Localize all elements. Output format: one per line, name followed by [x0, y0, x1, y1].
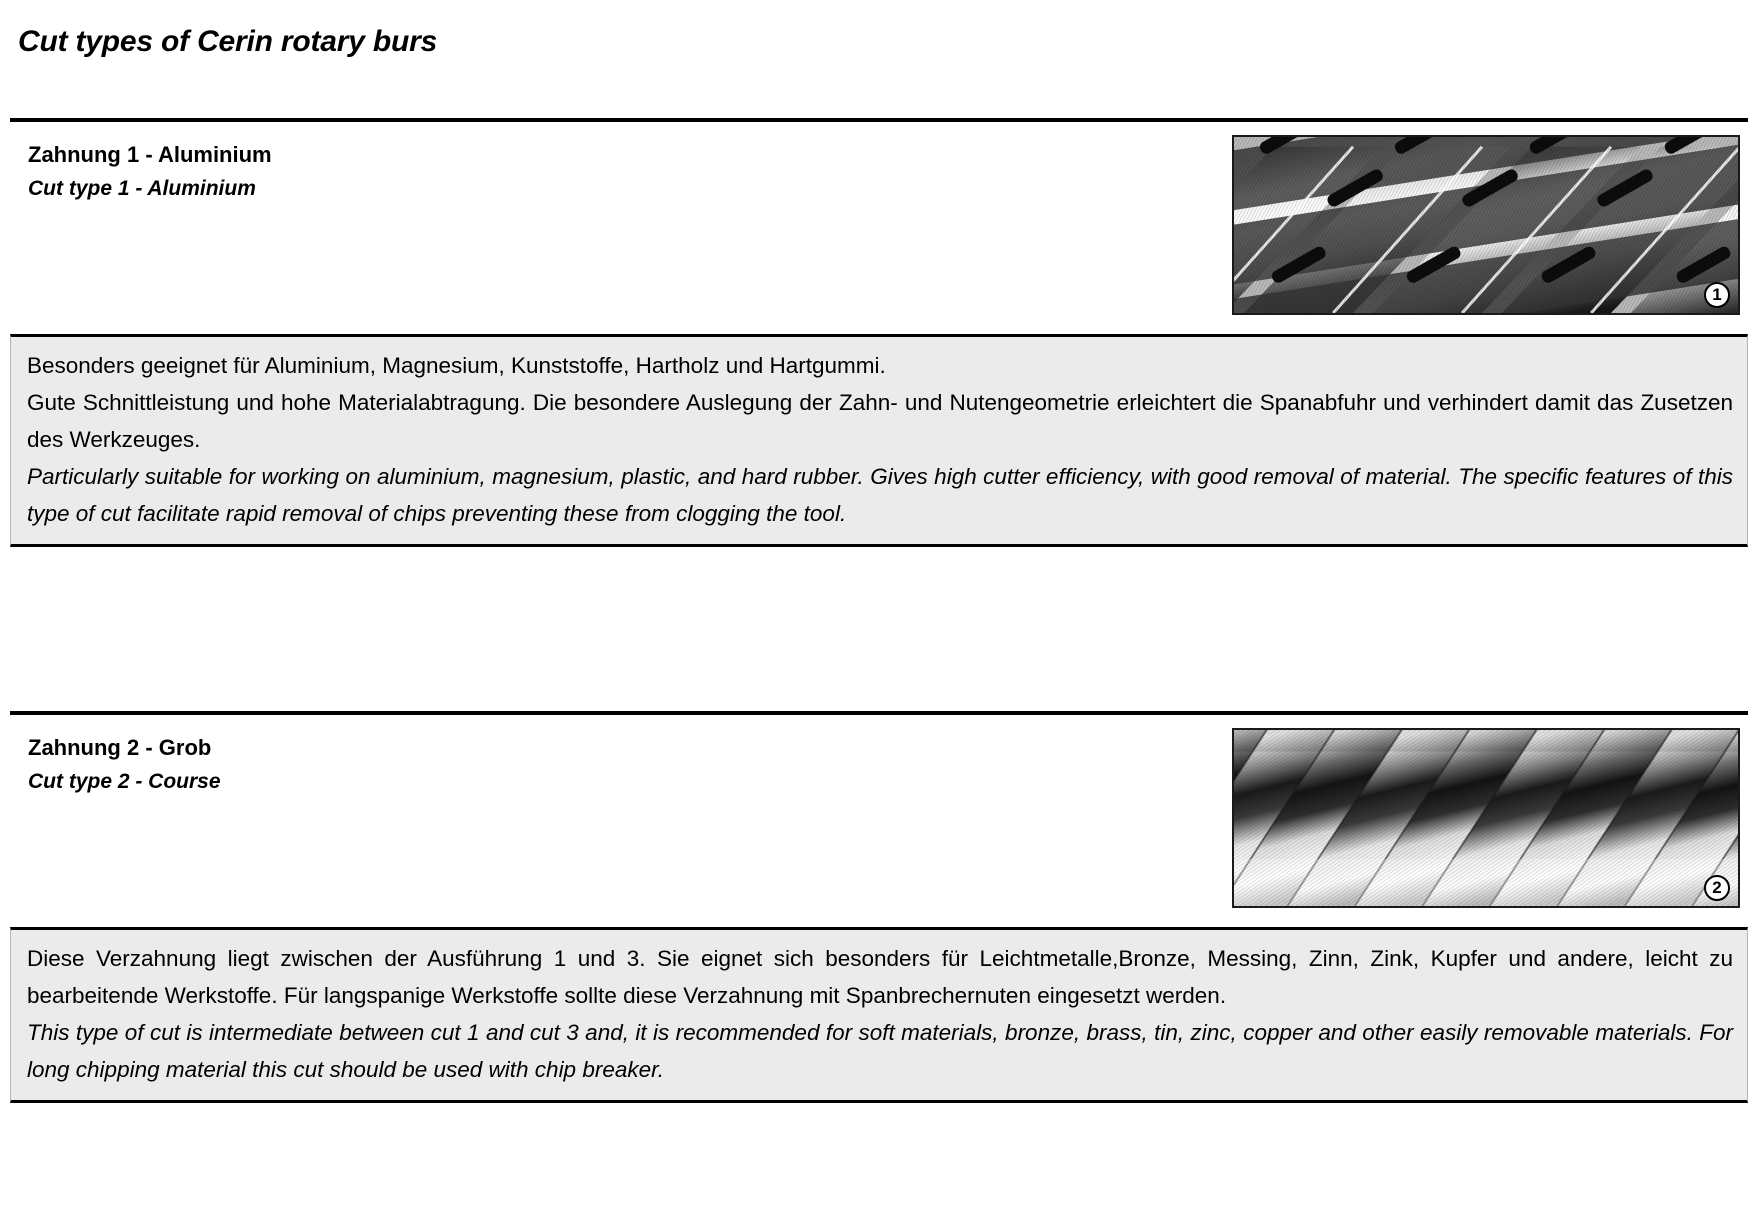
section-2-desc-de-1: Diese Verzahnung liegt zwischen der Ausführung 1 und 3. Sie eignet sich besonders für Leichtmetalle,Bronze, Messing, Zinn, Zink, Kupfer und andere, leicht zu bearbeitende Werkstoffe. Für langspanige Werkstoffe sollte diese Verzahnung mit Spanbrechernuten eingesetzt werden.	[27, 946, 1733, 1008]
bur-macro-image-1	[1234, 137, 1738, 313]
section-2-desc-en-1: This type of cut is intermediate between cut 1 and cut 3 and, it is recommended for soft materials, bronze, brass, tin, zinc, copper and other easily removable materials. For long chipping material this cut should be used with chip breaker.	[27, 1020, 1733, 1082]
cut-type-1-photo	[1232, 135, 1740, 315]
section-2-header	[10, 715, 1748, 927]
section-1-header	[10, 122, 1748, 334]
cut-type-2-photo	[1232, 728, 1740, 908]
page-title: Cut types of Cerin rotary burs	[18, 25, 438, 59]
section-2-heading-group	[28, 731, 221, 799]
section-2-heading-de: Zahnung 2 - Grob	[28, 735, 212, 760]
section-2-heading-en: Cut type 2 - Course	[28, 770, 221, 793]
section-cut-type-1	[10, 118, 1748, 547]
section-1-desc-de-2: Gute Schnittleistung und hohe Materialabtragung. Die besondere Auslegung der Zahn- und Nutengeometrie erleichtert die Spanabfuhr und verhindert damit das Zusetzen des Werkzeuges.	[27, 390, 1733, 452]
cut-type-2-badge: 2	[1704, 875, 1730, 901]
bur-macro-image-2	[1234, 730, 1738, 906]
section-cut-type-2	[10, 711, 1748, 1103]
section-1-heading-group	[28, 138, 272, 206]
section-1-description	[10, 334, 1748, 547]
section-1-desc-en-1: Particularly suitable for working on aluminium, magnesium, plastic, and hard rubber. Gives high cutter efficiency, with good removal of material. The specific features of this type of cut facilitate rapid removal of chips preventing these from clogging the tool.	[27, 464, 1733, 526]
section-2-description	[10, 927, 1748, 1103]
cut-type-1-badge: 1	[1704, 282, 1730, 308]
section-1-heading-en: Cut type 1 - Aluminium	[28, 177, 256, 200]
section-1-heading-de: Zahnung 1 - Aluminium	[28, 142, 272, 167]
section-1-desc-de-1: Besonders geeignet für Aluminium, Magnesium, Kunststoffe, Hartholz und Hartgummi.	[27, 353, 886, 378]
